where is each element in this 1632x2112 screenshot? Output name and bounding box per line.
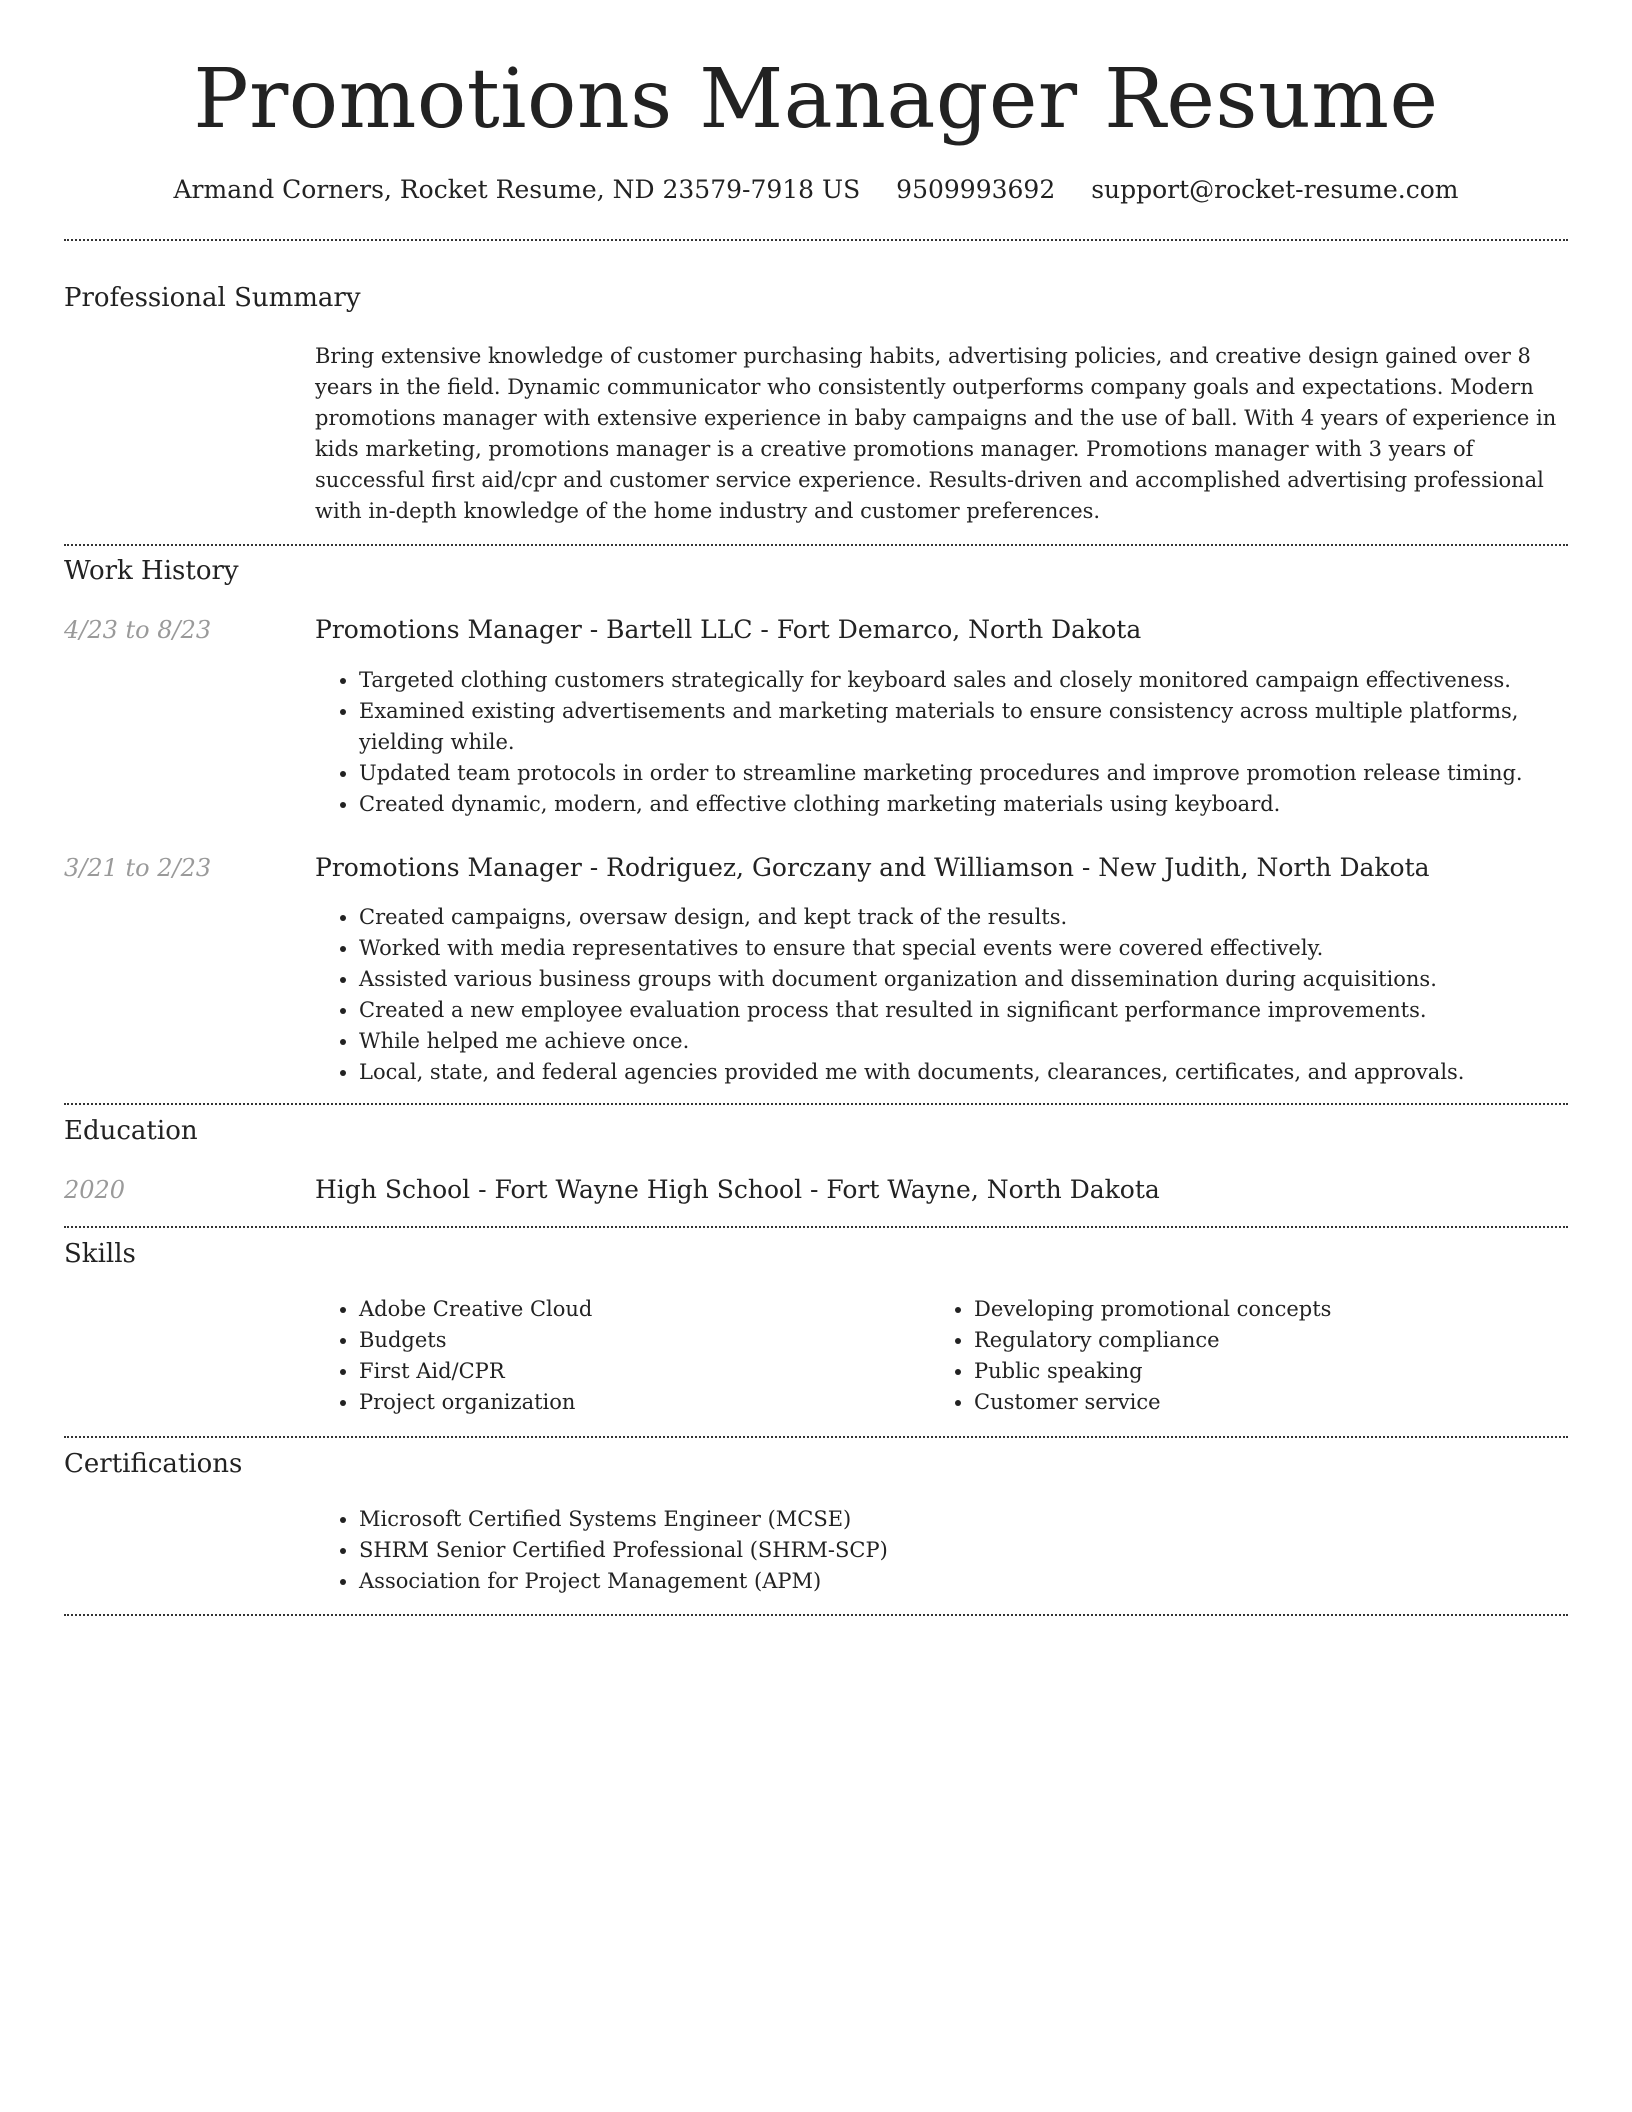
divider bbox=[64, 1226, 1568, 1228]
list-item: • Microsoft Certified Systems Engineer (MCSE) bbox=[359, 1504, 1609, 1535]
list-item: • Created campaigns, oversaw design, and kept track of the results. bbox=[359, 902, 1609, 933]
list-item: • First Aid/CPR bbox=[359, 1356, 949, 1387]
divider bbox=[64, 239, 1568, 241]
certifications-list bbox=[315, 1504, 1609, 1597]
section-title-summary: Professional Summary bbox=[64, 283, 361, 313]
contact-address: Armand Corners, Rocket Resume, ND 23579-7918 US bbox=[173, 175, 861, 204]
list-item: • Project organization bbox=[359, 1387, 949, 1418]
divider bbox=[64, 1103, 1568, 1105]
list-item: • SHRM Senior Certified Professional (SHRM-SCP) bbox=[359, 1535, 1609, 1566]
contact-phone: 9509993692 bbox=[896, 175, 1056, 204]
list-item: • Worked with media representatives to ensure that special events were covered effectively. bbox=[359, 933, 1609, 964]
divider bbox=[64, 544, 1568, 546]
contact-email: support@rocket-resume.com bbox=[1091, 175, 1459, 204]
job-title: Promotions Manager - Bartell LLC - Fort Demarco, North Dakota bbox=[315, 615, 1142, 644]
resume-title: Promotions Manager Resume bbox=[193, 52, 1439, 147]
education-title: High School - Fort Wayne High School - Fort Wayne, North Dakota bbox=[315, 1175, 1160, 1204]
education-year: 2020 bbox=[64, 1176, 126, 1204]
list-item: • Developing promotional concepts bbox=[974, 1294, 1564, 1325]
list-item: • Association for Project Management (APM) bbox=[359, 1566, 1609, 1597]
job-bullets bbox=[315, 902, 1609, 1088]
job-dates: 3/21 to 2/23 bbox=[64, 854, 212, 882]
contact-line bbox=[0, 170, 1632, 210]
list-item: • Targeted clothing customers strategically for keyboard sales and closely monitored campaign effectiveness. bbox=[359, 665, 1609, 696]
skills-list-left bbox=[315, 1294, 949, 1418]
divider bbox=[64, 1614, 1568, 1616]
job-dates: 4/23 to 8/23 bbox=[64, 616, 212, 644]
list-item: • Public speaking bbox=[974, 1356, 1564, 1387]
section-title-certifications: Certifications bbox=[64, 1449, 243, 1479]
list-item: • Local, state, and federal agencies provided me with documents, clearances, certificates, and approvals. bbox=[359, 1057, 1609, 1088]
divider bbox=[64, 1436, 1568, 1438]
list-item: • Created dynamic, modern, and effective clothing marketing materials using keyboard. bbox=[359, 789, 1609, 820]
summary-text: Bring extensive knowledge of customer purchasing habits, advertising policies, and creative design gained over 8 years in the field. Dynamic communicator who consistently outperforms company goals and expectations. Modern promotions manager with extensive experience in baby campaigns and the use of ball. With 4 years of experience in kids marketing, promotions manager is a creative promotions manager. Promotions manager with 3 years of successful first aid/cpr and customer service experience. Results-driven and accomplished advertising professional with in-depth knowledge of the home industry and customer preferences. bbox=[315, 344, 1557, 523]
job-bullets bbox=[315, 665, 1609, 820]
list-item: • Assisted various business groups with document organization and dissemination during acquisitions. bbox=[359, 964, 1609, 995]
list-item: • Budgets bbox=[359, 1325, 949, 1356]
list-item: • Created a new employee evaluation process that resulted in significant performance improvements. bbox=[359, 995, 1609, 1026]
list-item: • Regulatory compliance bbox=[974, 1325, 1564, 1356]
list-item: • While helped me achieve once. bbox=[359, 1026, 1609, 1057]
job-title: Promotions Manager - Rodriguez, Gorczany and Williamson - New Judith, North Dakota bbox=[315, 853, 1430, 882]
section-title-education: Education bbox=[64, 1116, 198, 1146]
list-item: • Updated team protocols in order to streamline marketing procedures and improve promotion release timing. bbox=[359, 758, 1609, 789]
skills-list-right bbox=[930, 1294, 1564, 1418]
section-title-work-history: Work History bbox=[64, 556, 239, 586]
list-item: • Adobe Creative Cloud bbox=[359, 1294, 949, 1325]
list-item: • Examined existing advertisements and marketing materials to ensure consistency across multiple platforms, yielding while. bbox=[359, 696, 1609, 758]
section-title-skills: Skills bbox=[64, 1239, 136, 1269]
list-item: • Customer service bbox=[974, 1387, 1564, 1418]
